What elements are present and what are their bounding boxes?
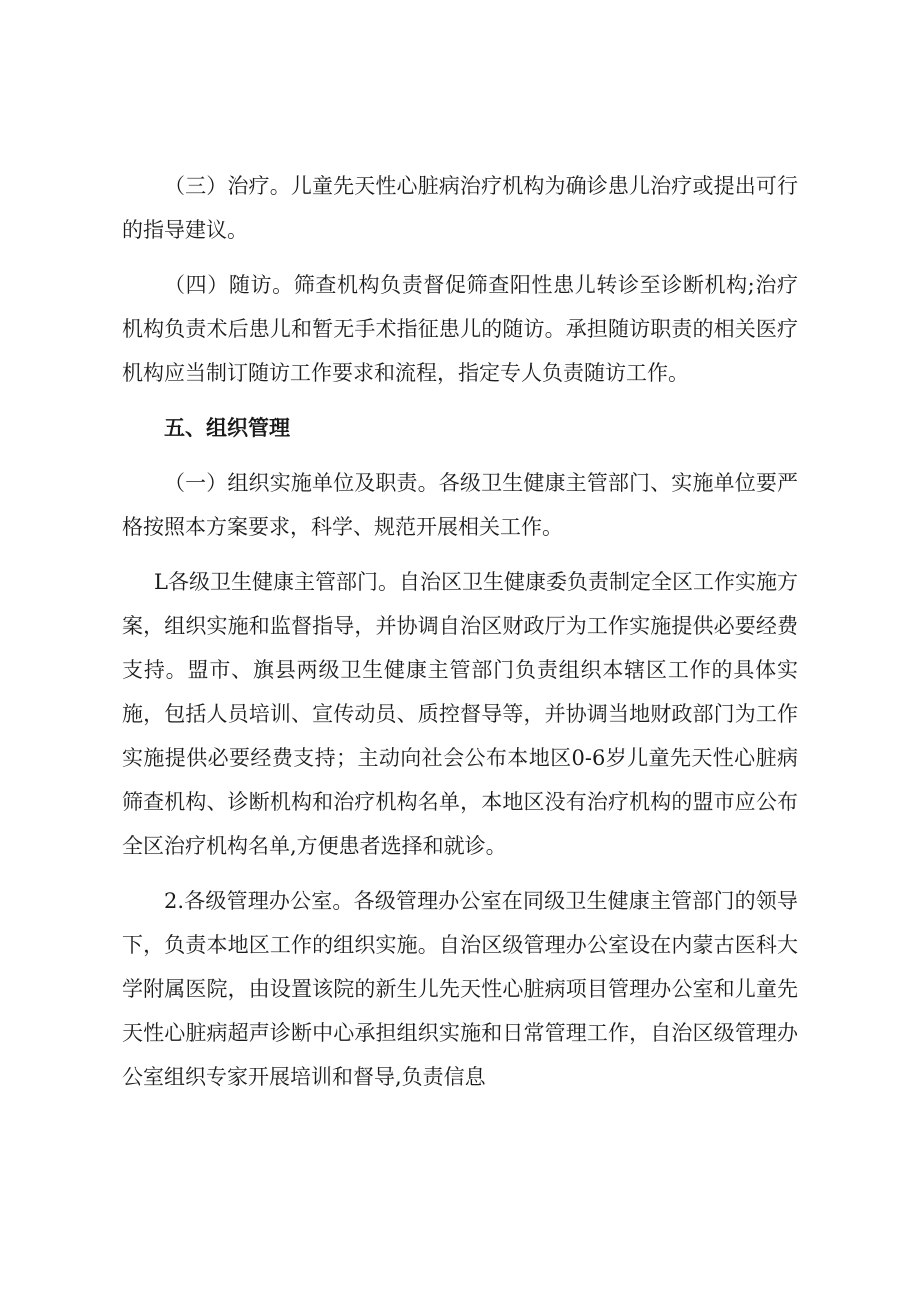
paragraph-implementing-units: （一）组织实施单位及职责。各级卫生健康主管部门、实施单位要严格按照本方案要求，科学、规范开展相关工作。 — [122, 471, 798, 539]
section-heading-organization: 五、组织管理 — [164, 416, 290, 440]
paragraph-treatment: （三）治疗。儿童先天性心脏病治疗机构为确诊患儿治疗或提出可行的指导建议。 — [122, 174, 798, 242]
paragraph-follow-up: （四）随访。筛查机构负责督促筛查阳性患儿转诊至诊断机构;治疗机构负责术后患儿和暂无手术指征患儿的随访。承担随访职责的相关医疗机构应当制订随访工作要求和流程，指定专人负责随访工作。 — [122, 273, 798, 385]
document-body — [122, 164, 798, 1099]
paragraph-management-offices: 2.各级管理办公室。各级管理办公室在同级卫生健康主管部门的领导下，负责本地区工作的组织实施。自治区级管理办公室设在内蒙古医科大学附属医院，由设置该院的新生儿先天性心脏病项目管理办公室和儿童先天性心脏病超声诊断中心承担组织实施和日常管理工作，自治区级管理办公室组织专家开展培训和督导,负责信息 — [122, 889, 798, 1089]
paragraph-health-departments: L各级卫生健康主管部门。自治区卫生健康委负责制定全区工作实施方案，组织实施和监督指导，并协调自治区财政厅为工作实施提供必要经费支持。盟市、旗县两级卫生健康主管部门负责组织本辖区工作的具体实施，包括人员培训、宣传动员、质控督导等，并协调当地财政部门为工作实施提供必要经费支持；主动向社会公布本地区0-6岁儿童先天性心脏病筛查机构、诊断机构和治疗机构名单，本地区没有治疗机构的盟市应公布全区治疗机构名单,方便患者选择和就诊。 — [122, 570, 798, 858]
